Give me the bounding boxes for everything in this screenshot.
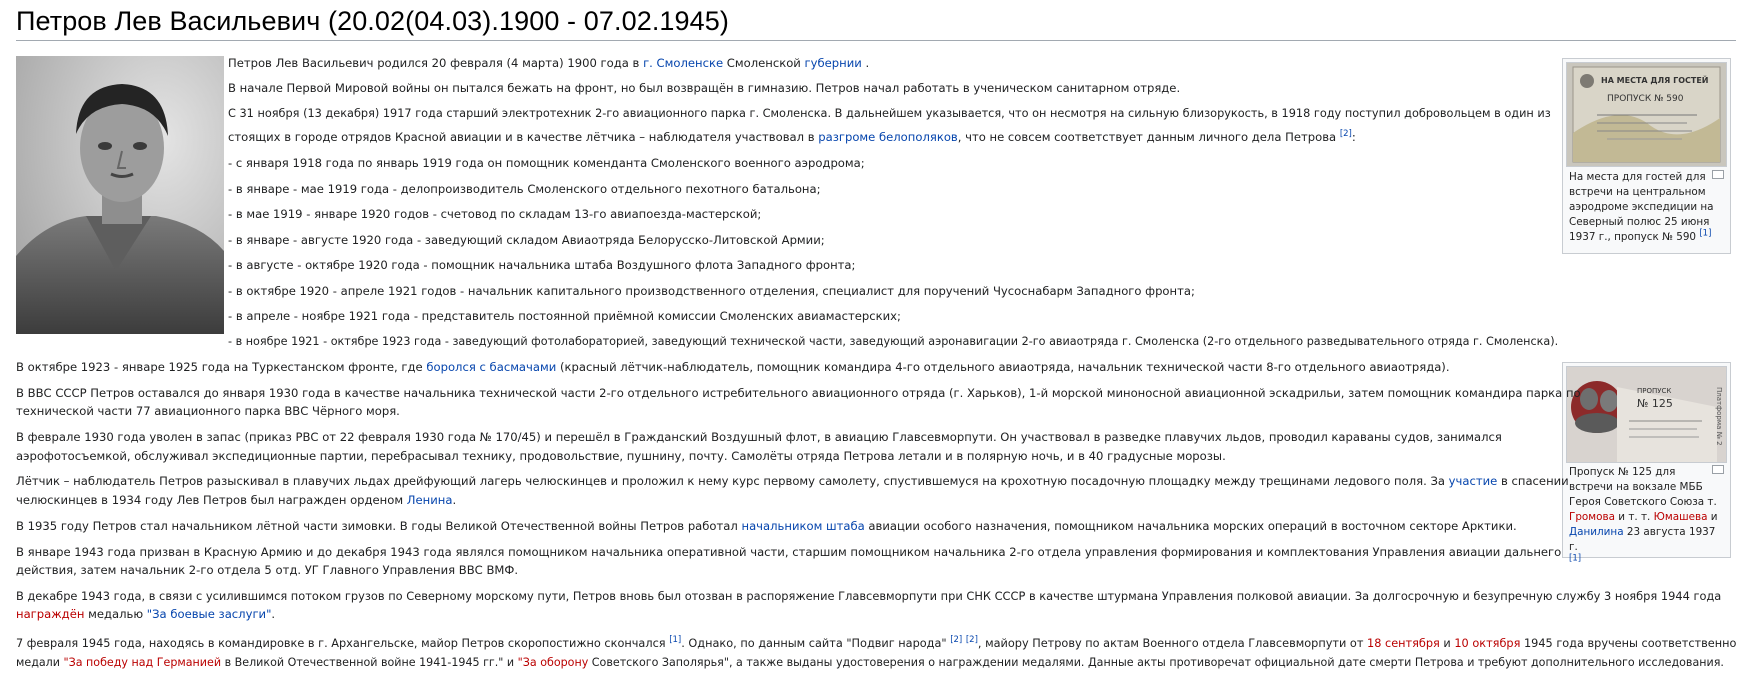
pass-590-caption xyxy=(1569,170,1719,245)
list-item: - с января 1918 года по январь 1919 года он помощник коменданта Смоленского военного аэродрома; xyxy=(228,156,865,170)
text-run: Лётчик – наблюдатель Петров разыскивал в плавучих льдах дрейфующий лагерь челюскинцев и проложил к нему курс первому самолету, спустившемуся на крохотную посадочную площадку между трещинами ледового поля. За xyxy=(16,474,1449,488)
reference-link[interactable]: [1] xyxy=(1699,228,1712,239)
link-victory-medal[interactable]: "За победу над Германией xyxy=(63,656,222,669)
title-divider xyxy=(16,40,1736,41)
text-line: В ВВС СССР Петров оставался до января 1930 года в качестве начальника технической части 2-го отдельного истребительного авиационного отряда (г. Харьков), 1-й морской миноносной авиационной эскадрильи, затем помощник командира парка по xyxy=(16,386,1581,400)
text-line xyxy=(16,359,1450,375)
list-item: - в апреле - ноябре 1921 года - представитель постоянной приёмной комиссии Смоленских авиамастерских; xyxy=(228,309,901,323)
text-line xyxy=(228,129,1356,145)
text-line: технической части 77 авиационного парка ВВС Чёрного моря. xyxy=(16,404,400,418)
text-line xyxy=(16,636,1736,652)
link-defense-medal[interactable]: "За оборону xyxy=(517,656,589,669)
link-combat-merit-medal[interactable]: "За боевые заслуги" xyxy=(146,607,272,621)
link-basmachi[interactable]: боролся с басмачами xyxy=(426,360,557,374)
text-line xyxy=(16,473,1569,489)
caption-text: и т. т. xyxy=(1614,511,1654,523)
caption-text: 23 августа 1937 г. xyxy=(1569,526,1716,553)
text-run: , майору Петрову по актам Военного отдела Главсевморпути от xyxy=(977,637,1368,650)
pass-125-side-label: Платформа № 2 xyxy=(1715,387,1723,446)
text-run: В октябре 1923 - январе 1925 года на Туркестанском фронте, где xyxy=(16,360,427,374)
pass-125-number: № 125 xyxy=(1637,397,1673,410)
caption-line: Пропуск № 125 для xyxy=(1569,466,1676,478)
figure-pass-590 xyxy=(1562,58,1731,254)
text-run: медали xyxy=(16,656,64,669)
text-run: авиации особого назначения, помощником начальника морских операций в восточном секторе Арктики. xyxy=(864,519,1517,533)
text-line xyxy=(16,655,1724,671)
text-run: . xyxy=(861,56,870,70)
text-line: аэрофотосъемкой, обслуживал экспедиционные партии, перебрасывал технику, продовольствие, пушнину, почту. Самолёты отряда Петрова летали и в полярную ночь, и в 40 градусные морозы. xyxy=(16,449,1226,463)
text-run: . xyxy=(271,607,276,621)
caption-line: На места для гостей для xyxy=(1569,171,1706,183)
pass-125-image xyxy=(1567,367,1726,462)
text-line: В декабре 1943 года, в связи с усилившимся потоком грузов по Северному морскому пути, Петров вновь был отозван в распоряжение Главсевморпути при СНК СССР в качестве штурмана Управления полковой авиации. За долгосрочную и безупречную службу 3 ноября 1944 года xyxy=(16,589,1722,603)
text-run: . xyxy=(452,493,457,507)
list-item: - в августе - октябре 1920 года - помощник начальника штаба Воздушного флота Западного фронта; xyxy=(228,258,856,272)
text-run: Петров Лев Васильевич родился 20 февраля (4 марта) 1900 года в xyxy=(228,56,644,70)
text-run: В 1935 году Петров стал начальником лётной части зимовки. В годы Великой Отечественной войны Петров работал xyxy=(16,519,742,533)
link-sept-18[interactable]: 18 сентября xyxy=(1367,637,1440,650)
figure-pass-125 xyxy=(1562,362,1731,564)
caption-line: Героя Советского Союза т. xyxy=(1569,496,1717,508)
reference-link[interactable]: [2] xyxy=(950,635,963,646)
reference-link[interactable]: [1] xyxy=(1569,553,1582,564)
reference-link[interactable]: [2] xyxy=(965,635,978,646)
text-line xyxy=(16,492,456,508)
link-gromov[interactable]: Громова xyxy=(1569,511,1615,523)
pass-125-label: ПРОПУСК xyxy=(1637,387,1672,395)
text-run: 7 февраля 1945 года, находясь в командировке в г. Архангельске, майор Петров скоропостижно скончался xyxy=(16,637,670,650)
caption-text: и xyxy=(1707,511,1718,523)
text-line: В январе 1943 года призван в Красную Армию и до декабря 1943 года являлся помощником начальника оперативной части, старшим помощником начальника 2-го отдела управления формирования и комплектования Управления авиации дальнего xyxy=(16,545,1562,559)
text-run: медалью xyxy=(84,607,147,621)
pass-590-label: ПРОПУСК № 590 xyxy=(1607,94,1684,104)
text-run: стоящих в городе отрядов Красной авиации и в качестве лётчика – наблюдателя участвовал в xyxy=(228,130,819,144)
pass-590-image xyxy=(1567,63,1726,166)
text-run: Смоленской xyxy=(723,56,805,70)
text-run: и xyxy=(1439,637,1455,650)
link-smolensk[interactable]: г. Смоленске xyxy=(643,56,724,70)
text-run: челюскинцев в 1934 году Лев Петров был награжден орденом xyxy=(16,493,407,507)
caption-line: встречи на вокзале МББ xyxy=(1569,481,1703,493)
caption-line: 1937 г., пропуск № 590 xyxy=(1569,231,1697,243)
pass-125-thumbnail[interactable] xyxy=(1566,366,1727,463)
text-line: В начале Первой Мировой войны он пытался бежать на фронт, но был возвращён в гимназию. Петров начал работать в ученическом санитарном отряде. xyxy=(228,81,1181,95)
link-polish-defeat[interactable]: разгроме белополяков xyxy=(818,130,958,144)
link-chief-of-staff[interactable]: начальником штаба xyxy=(741,519,865,533)
caption-line: аэродроме экспедиции на xyxy=(1569,201,1714,213)
link-guberniya[interactable]: губернии xyxy=(804,56,862,70)
text-run: . Однако, по данным сайта "Подвиг народа" xyxy=(681,637,951,650)
caption-line: встречи на центральном xyxy=(1569,186,1706,198)
link-awarded[interactable]: награждён xyxy=(16,607,85,621)
text-line xyxy=(16,518,1517,534)
list-item: - в ноябре 1921 - октябре 1923 года - заведующий фотолабораторией, заведующий технической части, заведующий аэронавигации 2-го авиаотряда г. Смоленска (2-го отдельного разведывательного отряда г. Смоленска). xyxy=(228,335,1559,348)
link-danilin[interactable]: Данилина xyxy=(1569,526,1624,538)
pass-125-caption xyxy=(1569,465,1719,570)
link-oct-10[interactable]: 10 октября xyxy=(1454,637,1521,650)
text-line: В феврале 1930 года уволен в запас (приказ РВС от 22 февраля 1930 года № 170/45) и перешёл в Гражданский Воздушный флот, в авиацию Главсевморпути. Он участвовал в разведке плавучих льдов, проводил караваны судов, занимался xyxy=(16,430,1502,444)
list-item: - в октябре 1920 - апреле 1921 годов - начальник капитального производственного отделения, специалист для поручений Чусоснабарм Западного фронта; xyxy=(228,284,1195,298)
text-run: Советского Заполярья", а также выданы удостоверения о награждении медалями. Данные акты противоречат официальной дате смерти Петрова и требуют дополнительного исследования. xyxy=(588,656,1724,669)
reference-link[interactable]: [1] xyxy=(669,635,682,646)
list-item: - в январе - мае 1919 года - делопроизводитель Смоленского отдельного пехотного батальона; xyxy=(228,182,821,196)
text-run: (красный лётчик-наблюдатель, помощник командира 4-го отдельного авиаотряда, начальник технической части 8-го отдельного авиаотряда). xyxy=(556,360,1450,374)
text-line xyxy=(16,606,275,622)
link-yumashev[interactable]: Юмашева xyxy=(1653,511,1708,523)
text-run: 1945 года вручены соответственно xyxy=(1520,637,1737,650)
pass-590-thumbnail[interactable] xyxy=(1566,62,1727,167)
text-run: , что не совсем соответствует данным личного дела Петрова xyxy=(957,130,1340,144)
text-line xyxy=(228,55,869,71)
list-item: - в мае 1919 - январе 1920 годов - счетовод по складам 13-го авиапоезда-мастерской; xyxy=(228,207,762,221)
text-line: действия, затем начальник 2-го отдела 5 отд. УГ Главного Управления ВВС ВМФ. xyxy=(16,563,519,577)
caption-line: Северный полюс 25 июня xyxy=(1569,216,1710,228)
portrait-image xyxy=(16,56,224,334)
portrait-photo[interactable] xyxy=(16,56,224,334)
list-item: - в январе - августе 1920 года - заведующий складом Авиаотряда Белорусско-Литовской Армии; xyxy=(228,233,825,247)
pass-590-header: НА МЕСТА ДЛЯ ГОСТЕЙ xyxy=(1601,76,1709,85)
reference-link[interactable]: [2] xyxy=(1339,129,1352,140)
page-title: Петров Лев Васильевич (20.02(04.03).1900 - 07.02.1945) xyxy=(16,6,729,36)
text-run: в Великой Отечественной войне 1941-1945 гг." и xyxy=(221,656,518,669)
link-lenin[interactable]: Ленина xyxy=(406,493,453,507)
text-line: С 31 ноября (13 декабря) 1917 года старший электротехник 2-го авиационного парка г. Смоленска. В дальнейшем указывается, что он несмотря на сильную близорукость, в 1918 году поступил добровольцем в один из xyxy=(228,107,1551,120)
link-participation[interactable]: участие xyxy=(1448,474,1498,488)
text-run: в спасении xyxy=(1497,474,1569,488)
text-run: : xyxy=(1351,130,1356,144)
